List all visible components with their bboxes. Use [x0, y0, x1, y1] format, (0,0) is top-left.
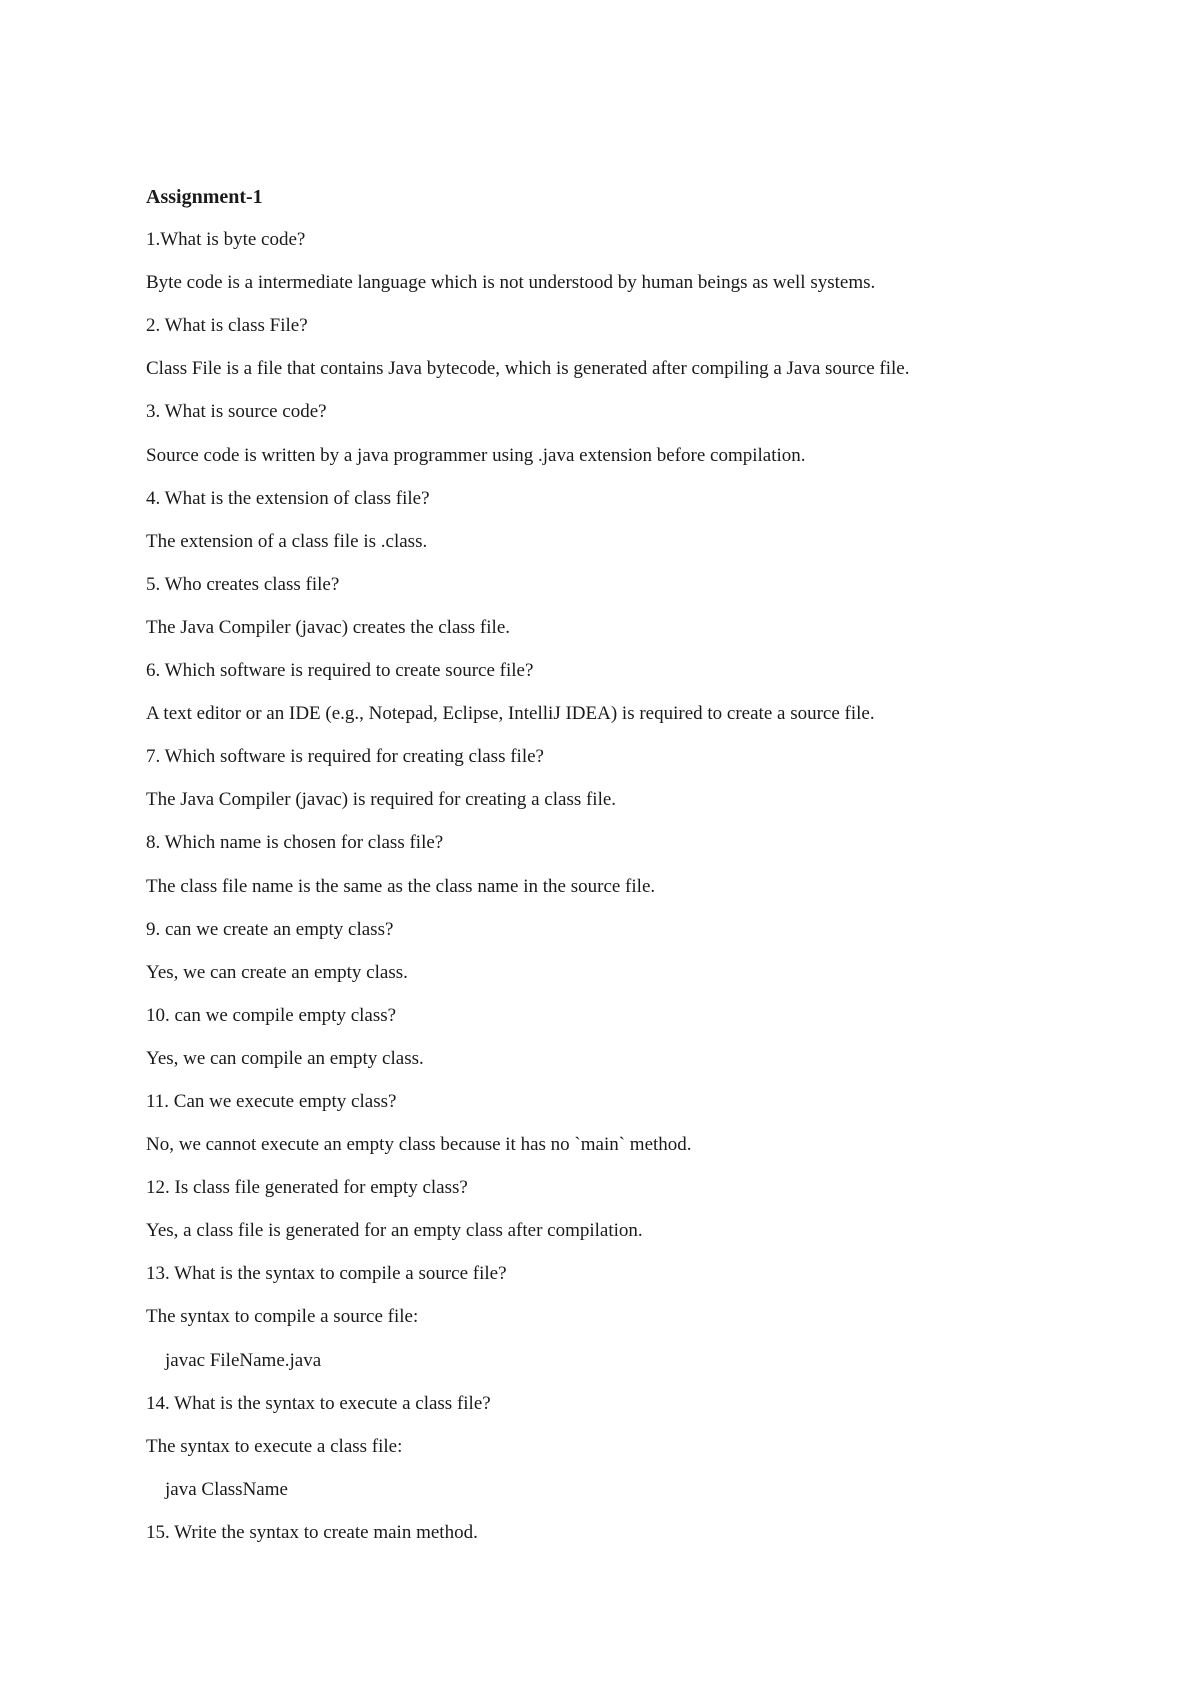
answer-text: The syntax to compile a source file: [146, 1306, 419, 1328]
answer-text: Yes, we can create an empty class. [146, 961, 408, 983]
question-text: 12. Is class file generated for empty class? [146, 1177, 468, 1199]
answer-text: Yes, a class file is generated for an empty class after compilation. [146, 1220, 643, 1242]
question-text: 14. What is the syntax to execute a class file? [146, 1392, 491, 1414]
question-text: 13. What is the syntax to compile a source file? [146, 1263, 507, 1285]
question-text: 11. Can we execute empty class? [146, 1090, 397, 1112]
question-text: 1.What is byte code? [146, 229, 306, 251]
answer-text: The extension of a class file is .class. [146, 530, 428, 552]
answer-text: Class File is a file that contains Java bytecode, which is generated after compiling a Java source file. [146, 358, 910, 380]
question-text: 3. What is source code? [146, 401, 327, 423]
answer-text: The syntax to execute a class file: [146, 1435, 403, 1457]
answer-text: No, we cannot execute an empty class because it has no `main` method. [146, 1134, 692, 1156]
question-text: 5. Who creates class file? [146, 573, 340, 595]
answer-text: Yes, we can compile an empty class. [146, 1047, 424, 1069]
answer-text: The class file name is the same as the class name in the source file. [146, 875, 656, 897]
answer-text: The Java Compiler (javac) creates the class file. [146, 616, 510, 638]
answer-text: Source code is written by a java programmer using .java extension before compilation. [146, 444, 806, 466]
question-text: 8. Which name is chosen for class file? [146, 832, 444, 854]
question-text: 15. Write the syntax to create main method. [146, 1521, 478, 1543]
code-line: java ClassName [165, 1478, 288, 1500]
question-text: 10. can we compile empty class? [146, 1004, 397, 1026]
answer-text: The Java Compiler (javac) is required for creating a class file. [146, 789, 617, 811]
question-text: 6. Which software is required to create source file? [146, 660, 534, 682]
code-line: javac FileName.java [165, 1349, 322, 1371]
question-text: 2. What is class File? [146, 315, 308, 337]
answer-text: A text editor or an IDE (e.g., Notepad, Eclipse, IntelliJ IDEA) is required to create a source file. [146, 703, 875, 725]
document-body [146, 186, 1126, 1565]
answer-text: Byte code is a intermediate language which is not understood by human beings as well systems. [146, 272, 876, 294]
question-text: 7. Which software is required for creating class file? [146, 746, 544, 768]
document-title: Assignment-1 [146, 186, 263, 208]
question-text: 9. can we create an empty class? [146, 918, 394, 940]
question-text: 4. What is the extension of class file? [146, 487, 430, 509]
